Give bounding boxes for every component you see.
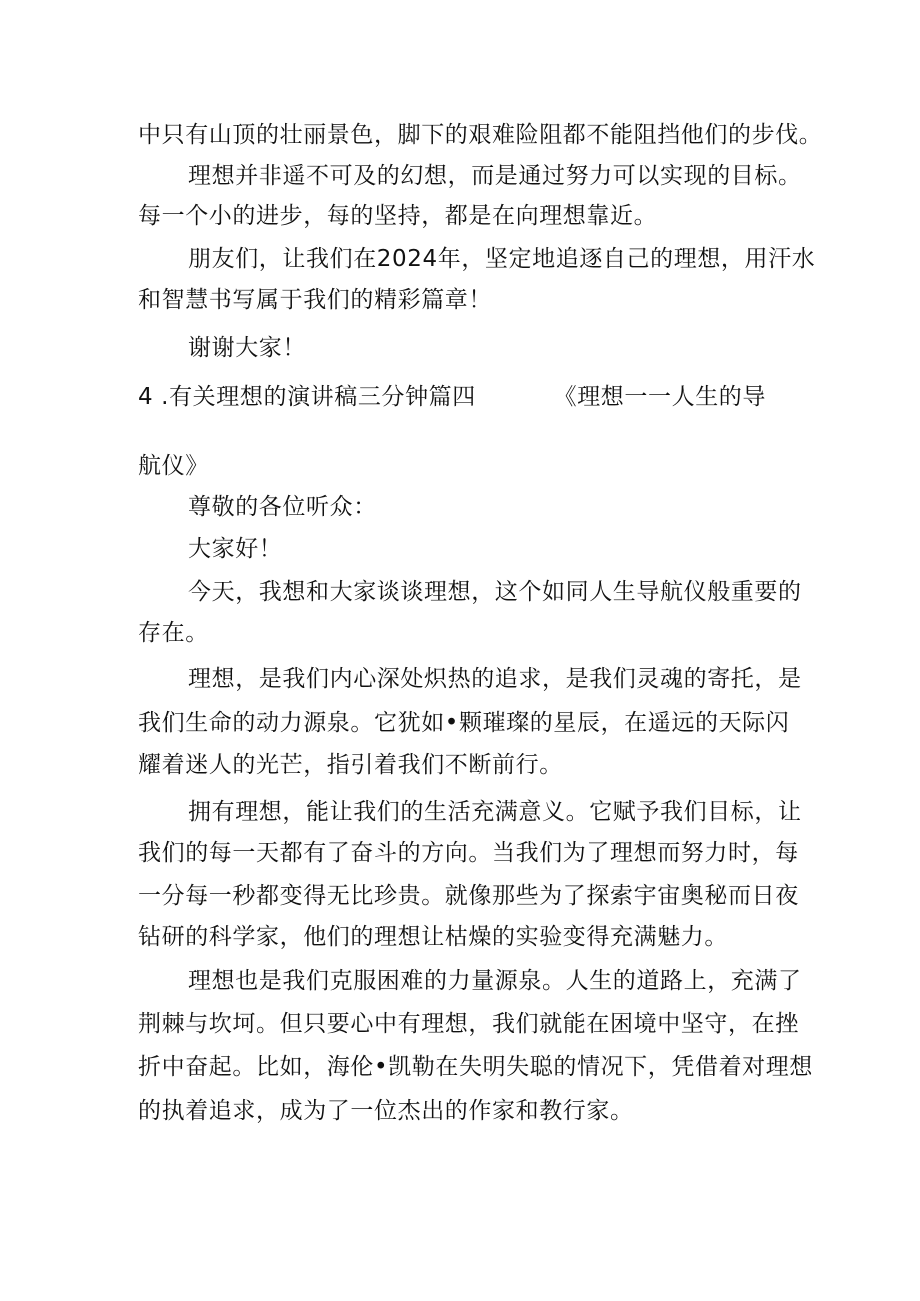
section-heading-label: [138, 382, 476, 412]
speech-line: 我们生命的动力源泉。它犹如•颗璀璨的星辰，在遥远的天际闪: [138, 710, 790, 736]
speech-line: 折中奋起。比如，海伦•凯勒在失明失聪的情况下，凭借着对理想: [138, 1054, 813, 1080]
paragraph-line: 中只有山顶的壮丽景色，脚下的艰难险阻都不能阻挡他们的步伐。: [138, 122, 823, 148]
speech-line: 的执着追求，成为了一位杰出的作家和教行家。: [138, 1098, 634, 1124]
paragraph-line: 理想并非遥不可及的幻想，而是通过努力可以实现的目标。: [188, 163, 802, 189]
paragraph-line: 谢谢大家！: [188, 335, 306, 361]
paragraph-line: 和智慧书写属于我们的精彩篇章！: [138, 287, 492, 313]
section-number: 4: [138, 384, 154, 410]
section-heading: [138, 382, 766, 412]
speech-line: 存在。: [138, 620, 209, 646]
paragraph-line: 每一个小的进步，每的坚持，都是在向理想靠近。: [138, 203, 658, 229]
speech-line: 钻研的科学家，他们的理想让枯燥的实验变得充满魅力。: [138, 924, 728, 950]
speech-line: 理想也是我们克服困难的力量源泉。人生的道路上，充满了: [188, 968, 802, 994]
speech-line: 拥有理想，能让我们的生活充满意义。它赋予我们目标，让: [188, 799, 802, 825]
paragraph-line: 朋友们，让我们在2024年，坚定地追逐自己的理想，用汗水: [188, 246, 816, 272]
speech-line: 大家好！: [188, 536, 283, 562]
speech-line: 理想，是我们内心深处炽热的追求，是我们灵魂的寄托，是: [188, 666, 802, 692]
speech-line: 耀着迷人的光芒，指引着我们不断前行。: [138, 752, 563, 778]
speech-line: 我们的每一天都有了奋斗的方向。当我们为了理想而努力时，每: [138, 840, 799, 866]
speech-line: 今天，我想和大家谈谈理想，这个如同人生导航仪般重要的: [188, 579, 802, 605]
speech-line: 荆棘与坎坷。但只要心中有理想，我们就能在困境中坚守，在挫: [138, 1011, 799, 1037]
speech-line: 一分每一秒都变得无比珍贵。就像那些为了探索宇宙奥秘而日夜: [138, 883, 799, 909]
section-heading-text: .有关理想的演讲稿三分钟篇四: [161, 384, 476, 410]
section-title-part1: 《理想一一人生的导: [553, 384, 766, 410]
speech-line: 尊敬的各位听众：: [188, 494, 377, 520]
section-title-part2: 航仪》: [138, 453, 209, 479]
